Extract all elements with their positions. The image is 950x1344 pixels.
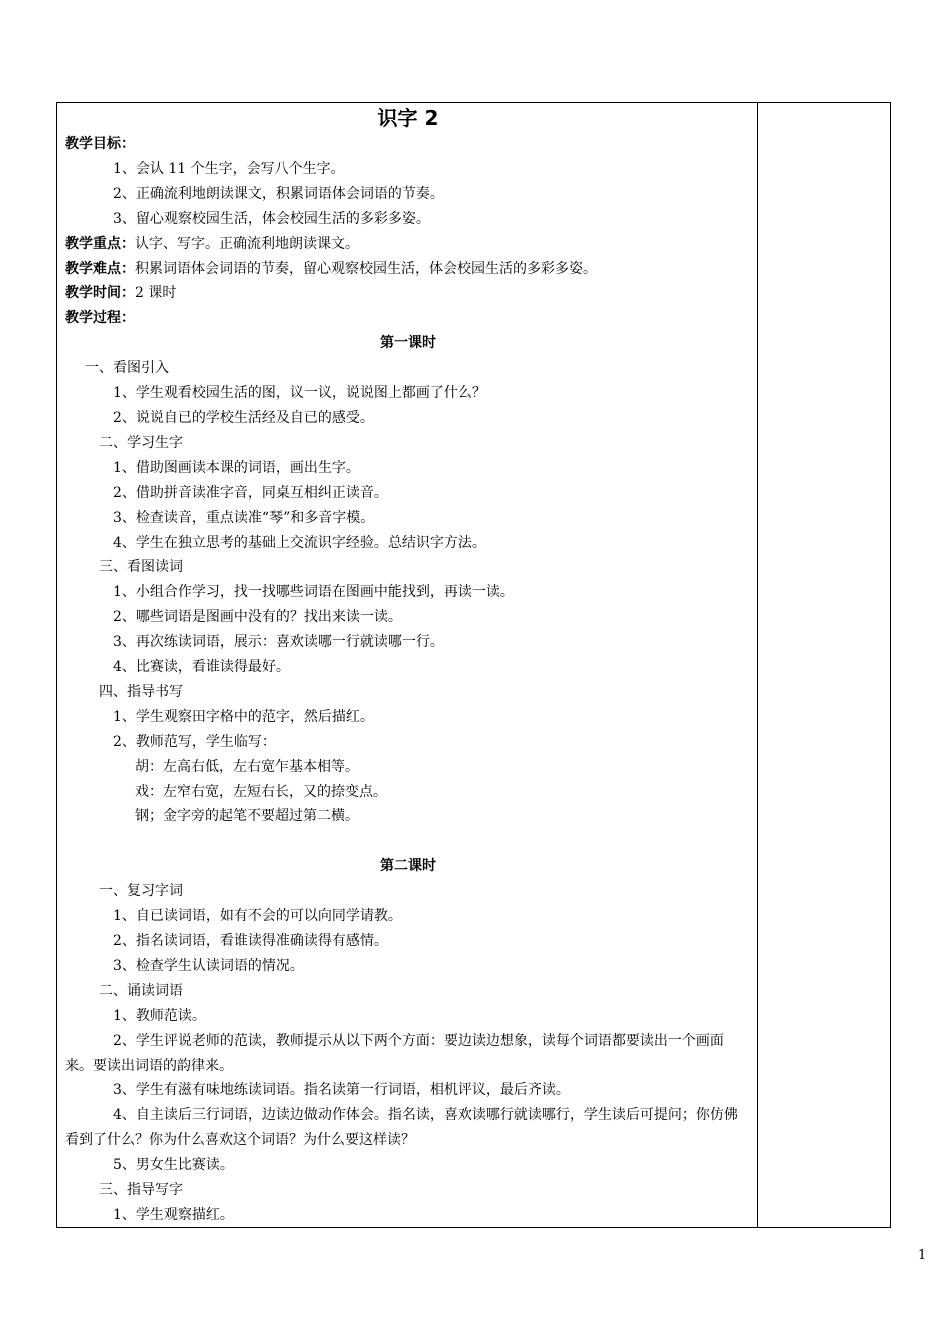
list-item: 3、学生有滋有味地练读词语。指名读第一行词语，相机评议，最后齐读。 [113, 1082, 570, 1099]
section-heading: 三、看图读词 [99, 559, 183, 576]
key-points-text: 认字、写字。正确流利地朗读课文。 [135, 235, 359, 252]
difficulties-label: 教学难点： [65, 260, 135, 277]
key-points [65, 232, 751, 257]
list-item: 2、借助拼音读准字音，同桌互相纠正读音。 [113, 484, 388, 501]
objective-item: 3、留心观察校园生活，体会校园生活的多彩多姿。 [113, 210, 430, 227]
teaching-time [65, 281, 751, 306]
objective-item: 2、正确流利地朗读课文，积累词语体会词语的节奏。 [113, 185, 444, 202]
list-item: 1、教师范读。 [113, 1007, 206, 1024]
objective-item: 1、会认 11 个生字，会写八个生字。 [113, 160, 345, 177]
list-item: 1、自已读词语，如有不会的可以向同学请教。 [113, 908, 402, 925]
section-heading: 一、看图引入 [85, 360, 169, 377]
column-divider [757, 103, 758, 1227]
time-text: 2 课时 [135, 285, 177, 302]
list-item: 2、哪些词语是图画中没有的？找出来读一读。 [113, 609, 402, 626]
section-heading: 三、指导写字 [99, 1182, 183, 1199]
list-item: 1、学生观看校园生活的图，议一议，说说图上都画了什么？ [113, 385, 486, 402]
list-item: 3、检查学生认读词语的情况。 [113, 957, 304, 974]
list-item: 1、借助图画读本课的词语，画出生字。 [113, 459, 360, 476]
list-item: 2、教师范写，学生临写： [113, 733, 276, 750]
list-item: 4、比赛读，看谁读得最好。 [113, 659, 290, 676]
list-item: 1、小组合作学习，找一找哪些词语在图画中能找到，再读一读。 [113, 584, 514, 601]
sub-item: 胡：左高右低，左右宽乍基本相等。 [135, 758, 359, 775]
section-heading: 一、复习字词 [99, 883, 183, 900]
page-title: 识字 2 [377, 106, 439, 130]
list-item: 4、学生在独立思考的基础上交流识字经验。总结识字方法。 [113, 534, 486, 551]
lesson2-heading: 第二课时 [380, 858, 436, 875]
page-number: 1 [918, 1248, 927, 1263]
key-points-label: 教学重点： [65, 235, 135, 252]
difficulties-text: 积累词语体会词语的节奏，留心观察校园生活，体会校园生活的多彩多姿。 [135, 260, 597, 277]
lesson-plan-table [56, 102, 891, 1228]
list-item: 3、检查读音，重点读准“琴”和多音字模。 [113, 509, 375, 526]
list-item: 2、指名读词语，看谁读得准确读得有感情。 [113, 932, 388, 949]
lesson1-heading: 第一课时 [380, 335, 436, 352]
list-item-wrapped: 2、学生评说老师的范读，教师提示从以下两个方面：要边读边想象，读每个词语都要读出一个画面来。要读出词语的韵律来。 [65, 1032, 724, 1074]
section-heading: 二、诵读词语 [99, 982, 183, 999]
difficulties [65, 257, 751, 282]
sub-item: 戏：左窄右宽，左短右长，又的捺变点。 [135, 783, 387, 800]
list-item-wrapped: 4、自主读后三行词语，边读边做动作体会。指名读，喜欢读哪行就读哪行，学生读后可提问；你仿佛看到了什么？你为什么喜欢这个词语？为什么要这样读？ [65, 1107, 738, 1149]
section-heading: 二、学习生字 [99, 434, 183, 451]
process-label: 教学过程： [65, 310, 135, 327]
time-label: 教学时间： [65, 285, 135, 302]
blank-line [65, 829, 751, 854]
list-item: 2、说说自已的学校生活经及自已的感受。 [113, 409, 374, 426]
section-heading: 四、指导书写 [99, 683, 183, 700]
objectives-label: 教学目标： [65, 136, 135, 152]
list-item: 1、学生观察描红。 [113, 1206, 234, 1223]
list-item: 1、学生观察田字格中的范字，然后描红。 [113, 708, 374, 725]
list-item: 3、再次练读词语，展示：喜欢读哪一行就读哪一行。 [113, 634, 444, 651]
sub-item: 钢；金字旁的起笔不要超过第二横。 [135, 808, 359, 825]
list-item: 5、男女生比赛读。 [113, 1157, 234, 1174]
lesson-content [65, 103, 751, 1228]
